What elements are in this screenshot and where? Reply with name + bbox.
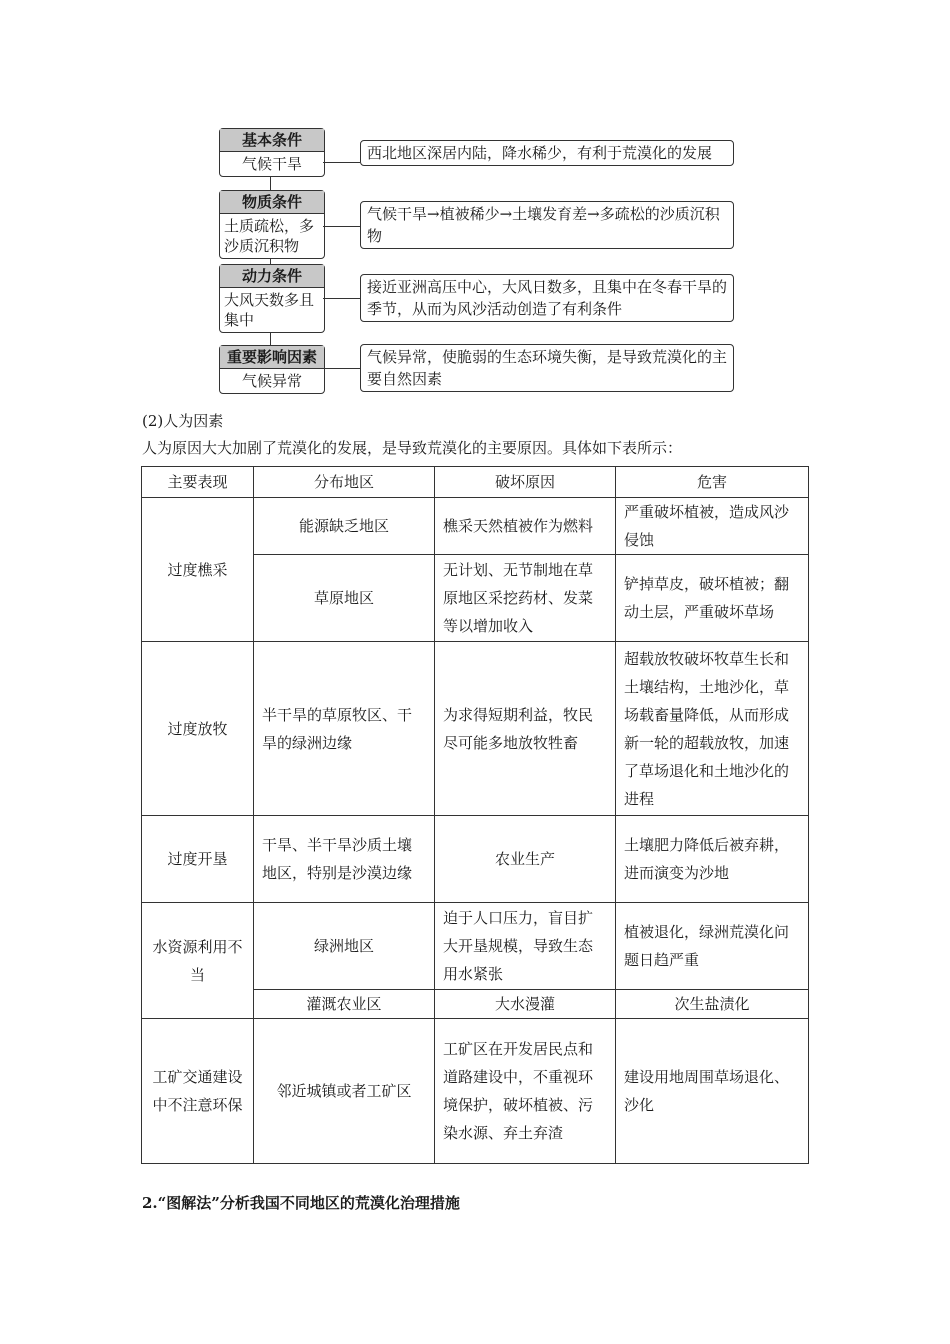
area-cell: 绿洲地区 (254, 903, 435, 990)
harm-cell: 植被退化，绿洲荒漠化问题日趋严重 (616, 903, 809, 990)
table-header-row (142, 467, 809, 498)
condition-desc-box: 气候干旱→植被稀少→土壤发育差→多疏松的沙质沉积物 (360, 201, 734, 249)
condition-desc-box: 气候异常，使脆弱的生态环境失衡，是导致荒漠化的主要自然因素 (360, 344, 734, 392)
area-cell: 邻近城镇或者工矿区 (254, 1019, 435, 1164)
condition-desc-box: 接近亚洲高压中心，大风日数多，且集中在冬春干旱的季节，从而为风沙活动创造了有利条件 (360, 274, 734, 322)
condition-box-factor (219, 345, 325, 394)
connector-line (323, 298, 360, 299)
table-row (142, 1019, 809, 1164)
condition-box-dynamic (219, 264, 325, 333)
footer-heading: 2.“图解法”分析我国不同地区的荒漠化治理措施 (142, 1194, 460, 1212)
cause-cell: 大水漫灌 (435, 990, 616, 1019)
connector-line (323, 162, 360, 163)
condition-head: 动力条件 (220, 265, 324, 288)
condition-box-basic (219, 128, 325, 177)
area-cell: 半干旱的草原牧区、干旱的绿洲边缘 (254, 642, 435, 816)
area-cell: 草原地区 (254, 555, 435, 642)
type-cell: 过度樵采 (142, 498, 254, 642)
cause-cell: 农业生产 (435, 816, 616, 903)
harm-cell: 土壤肥力降低后被弃耕，进而演变为沙地 (616, 816, 809, 903)
harm-cell: 超载放牧破坏牧草生长和土壤结构，土地沙化，草场载畜量降低，从而形成新一轮的超载放牧，加速了草场退化和土地沙化的进程 (616, 642, 809, 816)
harm-cell: 铲掉草皮，破坏植被；翻动土层，严重破坏草场 (616, 555, 809, 642)
condition-head: 重要影响因素 (220, 346, 324, 369)
harm-cell: 建设用地周围草场退化、沙化 (616, 1019, 809, 1164)
harm-cell: 次生盐渍化 (616, 990, 809, 1019)
condition-body: 大风天数多且集中 (224, 291, 315, 329)
cause-cell: 樵采天然植被作为燃料 (435, 498, 616, 555)
table-row (142, 642, 809, 816)
cause-cell: 迫于人口压力，盲目扩大开垦规模，导致生态用水紧张 (435, 903, 616, 990)
connector-line (323, 226, 360, 227)
condition-body: 土质疏松，多沙质沉积物 (224, 217, 315, 255)
type-cell: 过度开垦 (142, 816, 254, 903)
type-cell: 水资源利用不当 (142, 903, 254, 1019)
area-cell: 灌溉农业区 (254, 990, 435, 1019)
header-cell: 破坏原因 (435, 467, 616, 498)
table-row (142, 903, 809, 990)
type-cell: 过度放牧 (142, 642, 254, 816)
condition-head: 基本条件 (220, 129, 324, 152)
intro-text: 人为原因大大加剧了荒漠化的发展，是导致荒漠化的主要原因。具体如下表所示： (142, 439, 683, 457)
type-cell: 工矿交通建设中不注意环保 (142, 1019, 254, 1164)
condition-head: 物质条件 (220, 191, 324, 214)
table-row (142, 498, 809, 555)
condition-box-material (219, 190, 325, 259)
area-cell: 能源缺乏地区 (254, 498, 435, 555)
cause-cell: 为求得短期利益，牧民尽可能多地放牧牲畜 (435, 642, 616, 816)
area-cell: 干旱、半干旱沙质土壤地区，特别是沙漠边缘 (254, 816, 435, 903)
section-title: (2)人为因素 (142, 412, 224, 430)
table-row (142, 816, 809, 903)
header-cell: 主要表现 (142, 467, 254, 498)
harm-cell: 严重破坏植被，造成风沙侵蚀 (616, 498, 809, 555)
connector-line (323, 368, 360, 369)
header-cell: 分布地区 (254, 467, 435, 498)
condition-desc-box: 西北地区深居内陆，降水稀少，有利于荒漠化的发展 (360, 140, 734, 166)
condition-body: 气候异常 (241, 372, 302, 390)
cause-cell: 无计划、无节制地在草原地区采挖药材、发菜等以增加收入 (435, 555, 616, 642)
condition-body: 气候干旱 (241, 155, 302, 173)
header-cell: 危害 (616, 467, 809, 498)
human-factors-table (141, 466, 809, 1164)
cause-cell: 工矿区在开发居民点和道路建设中，不重视环境保护，破坏植被、污染水源、弃土弃渣 (435, 1019, 616, 1164)
